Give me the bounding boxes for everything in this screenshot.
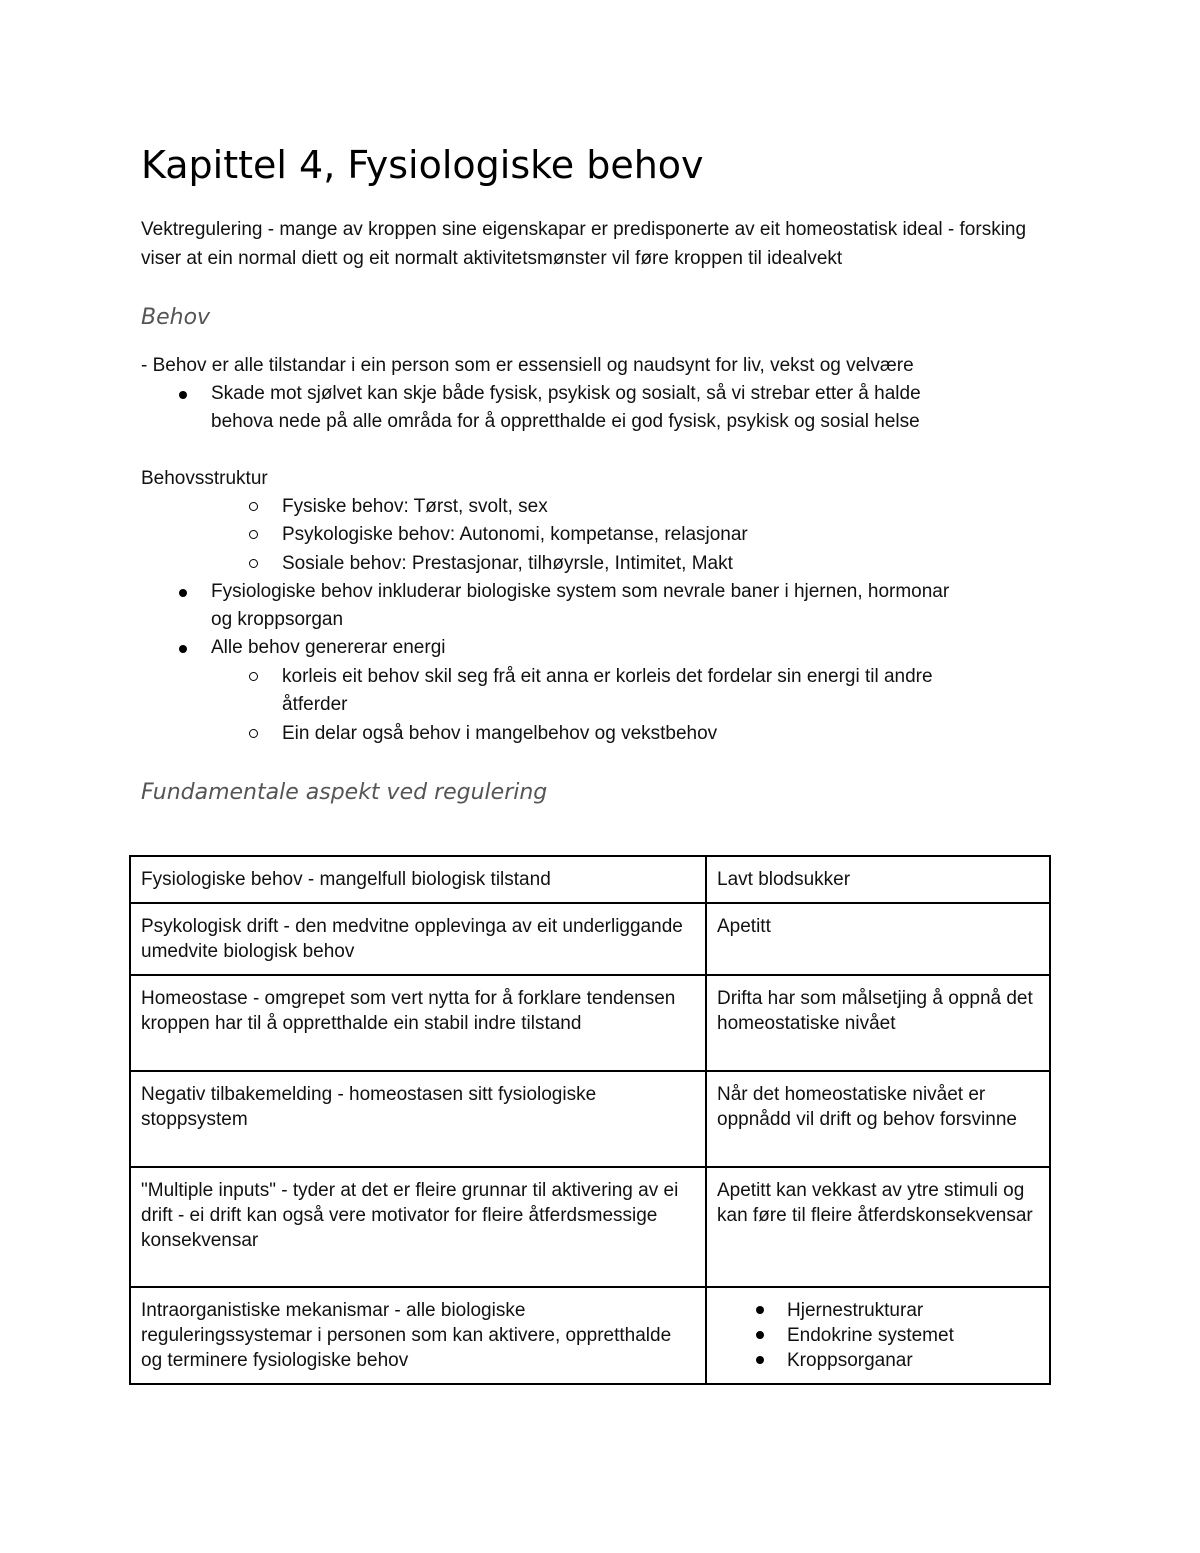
sub-bullet-text: Psykologiske behov: Autonomi, kompetanse, relasjonar <box>282 524 748 545</box>
bullet-circle-icon <box>249 559 258 568</box>
list-item: Kroppsorganar <box>787 1348 1039 1373</box>
table-cell-term: "Multiple inputs" - tyder at det er fleire grunnar til aktivering av ei drift - ei drift kan også vere motivator for fleire åtferdsmessige konsekvensar <box>130 1167 706 1287</box>
bullet-dot-icon <box>179 645 187 653</box>
table-row <box>130 1287 1050 1384</box>
table-cell-example: Apetitt <box>706 903 1050 975</box>
table-cell-example <box>706 1287 1050 1384</box>
table-cell-term: Homeostase - omgrepet som vert nytta for å forklare tendensen kroppen har til å oppretthalde ein stabil indre tilstand <box>130 975 706 1071</box>
intro-paragraph: Vektregulering - mange av kroppen sine eigenskapar er predisponerte av eit homeostatisk ideal - forsking viser at ein normal diett og eit normalt aktivitetsmønster vil føre kroppen til idealvekt <box>141 219 1027 269</box>
sub-bullet-text: Ein delar også behov i mangelbehov og vekstbehov <box>282 723 718 744</box>
bullet-dot-icon <box>179 391 187 399</box>
table-cell-term: Psykologisk drift - den medvitne opplevinga av eit underliggande umedvite biologisk behov <box>130 903 706 975</box>
table-cell-term: Intraorganistiske mekanismar - alle biologiske reguleringssystemar i personen som kan aktivere, oppretthalde og terminere fysiologiske behov <box>130 1287 706 1384</box>
bullet-text: Skade mot sjølvet kan skje både fysisk, psykisk og sosialt, så vi strebar etter å halde <box>211 383 921 404</box>
table-cell-example: Apetitt kan vekkast av ytre stimuli og kan føre til fleire åtferdskonsekvensar <box>706 1167 1050 1287</box>
sub-bullet-text: korleis eit behov skil seg frå eit anna er korleis det fordelar sin energi til andre <box>282 666 933 687</box>
table-cell-example: Drifta har som målsetjing å oppnå det homeostatiske nivået <box>706 975 1050 1071</box>
sub-bullet-text: Fysiske behov: Tørst, svolt, sex <box>282 496 548 517</box>
table-cell-example: Lavt blodsukker <box>706 856 1050 903</box>
behov-definition: - Behov er alle tilstandar i ein person som er essensiell og naudsynt for liv, vekst og velvære <box>141 355 914 376</box>
bullet-text: behova nede på alle områda for å oppretthalde ei god fysisk, psykisk og sosial helse <box>211 411 920 432</box>
bullet-dot-icon <box>179 589 187 597</box>
table-cell-example: Når det homeostatiske nivået er oppnådd vil drift og behov forsvinne <box>706 1071 1050 1167</box>
table-row <box>130 903 1050 975</box>
bullet-circle-icon <box>249 502 258 511</box>
bullet-circle-icon <box>249 729 258 738</box>
page-title: Kapittel 4, Fysiologiske behov <box>141 143 704 187</box>
regulation-table <box>129 855 1051 1385</box>
section-heading-fundamentale: Fundamentale aspekt ved regulering <box>141 780 548 805</box>
table-cell-term: Negativ tilbakemelding - homeostasen sitt fysiologiske stoppsystem <box>130 1071 706 1167</box>
bullet-text: Fysiologiske behov inkluderar biologiske system som nevrale baner i hjernen, hormonar <box>211 581 950 602</box>
table-row <box>130 856 1050 903</box>
bullet-circle-icon <box>249 530 258 539</box>
table-row <box>130 1167 1050 1287</box>
structure-label: Behovsstruktur <box>141 468 268 489</box>
bullet-text: Alle behov genererar energi <box>211 637 446 658</box>
table-row <box>130 1071 1050 1167</box>
table-cell-term: Fysiologiske behov - mangelfull biologisk tilstand <box>130 856 706 903</box>
list-item: Hjernestrukturar <box>787 1298 1039 1323</box>
list-item: Endokrine systemet <box>787 1323 1039 1348</box>
cell-bullet-list <box>717 1298 1039 1373</box>
bullet-text: og kroppsorgan <box>211 609 344 630</box>
bullet-circle-icon <box>249 672 258 681</box>
section-heading-behov: Behov <box>141 305 211 330</box>
sub-bullet-text: åtferder <box>282 694 348 715</box>
sub-bullet-text: Sosiale behov: Prestasjonar, tilhøyrsle, Intimitet, Makt <box>282 553 733 574</box>
table-row <box>130 975 1050 1071</box>
